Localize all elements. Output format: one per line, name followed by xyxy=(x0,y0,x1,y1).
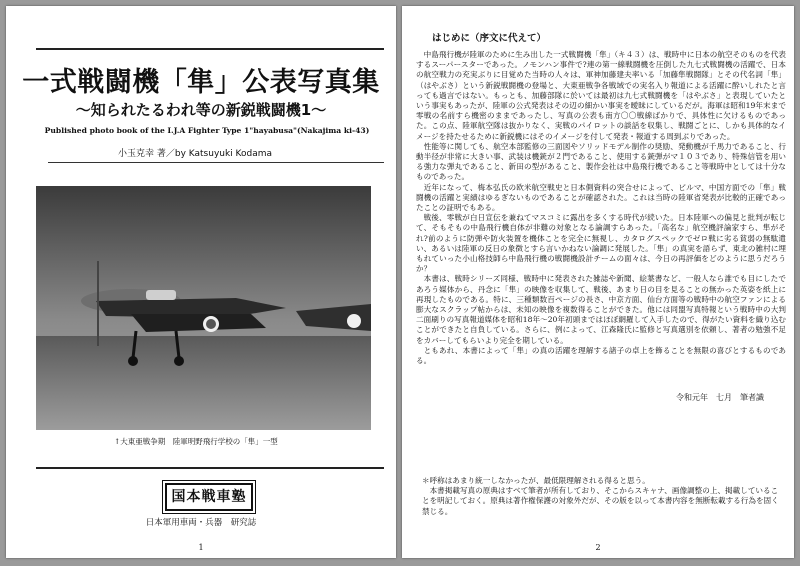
paragraph: 戦後、零戦が白日宣伝を兼ねてマスコミに露出を多くする時代が続いた。日本陸軍への偏見と批判が転じて、そもそもの中島飛行機自体が非難の対象となる論調すらあった。「高名な」航空機評論家すら、隼がそれ?前のように防弾や防火装置を機体ことを完全に無視し、カタログスペックでゼロ戦に劣る貧弱の無駄遣い、あるいは陸軍の反日の象徴とすら言いかねない論調に発展した。「隼」の真実を語らず、東北の雑村に埋もれていった小山格技師ら中島飛行機の戦闘機設計チームの面々は、今日の再評価をどのように思うだろうか？ xyxy=(416,213,786,274)
note: ＊呼称はあまり統一しなかったが、最低限理解される得ると思う。 xyxy=(422,476,650,485)
preface-heading: はじめに（序文に代えて） xyxy=(432,33,547,44)
paragraph: 近年になって、梅本弘氏の欧米航空戦史と日本側資料の突合せによって、ビルマ、中国方面での「隼」戦闘機の活躍と実績はゆるぎないものであることが確認された。これは当時の陸軍省発表が比較的正確であったことの証明でもある。 xyxy=(416,182,786,213)
paragraph: 本書は、戦時シリーズ同様、戦時中に発表された雑誌や新聞、絵葉書など、一般人なら誰でも目にしたであろう媒体から、丹念に「隼」の映像を収集して、戦後、あまり日の目を見ることの無かった英姿を紙上に再現したものである。特に、三種類数百ページの長さ、中京方面、仙台方面等の戦時中の航空ファンによる膨大なスクラップ帖からは、未知の映像を複数得ることができた。他には同盟写真特報という戦時中の大判二面刷りの写真報道媒体を昭和18年〜20年初頭まではほぼ網羅して入手したので、得がたい資料を織り込むことができたと自負している。さらに、例によって、江森隆氏に監修と写真選別を依頼し、著者の勉強不足をカバーしてもらいより完全を期している。 xyxy=(416,274,786,345)
preface-body xyxy=(416,50,786,366)
notes xyxy=(422,476,784,517)
right-page xyxy=(402,6,794,558)
fighter-photo xyxy=(36,186,371,430)
note: 本書掲載写真の原典はすべて筆者が所有しており、そこからスキャナ、画像調整の上、掲載していることを明記しておく。原典は著作権保護の対象外だが、その版を以って本書内容を無断転載する行為を固く禁じる。 xyxy=(422,486,779,516)
author-line: 小玉克幸 著／by Katsuyuki Kodama xyxy=(48,146,384,163)
left-page xyxy=(6,6,396,558)
paragraph: ともあれ、本書によって「隼」の真の活躍を理解する諸子の卓上を飾ることを無限の喜びとするものである。 xyxy=(416,345,786,366)
page-number-right: 2 xyxy=(595,543,601,552)
paragraph: 中島飛行機が陸軍のために生み出した一式戦闘機「隼」（キ４３）は、戦時中に日本の航空そのものを代表するスーパースターであった。ノモンハン事件で?連の第一線戦闘機を圧倒した九七式戦闘機の活躍で、日本の航空戦力の充実ぶりに目覚めた当時の人々は、軍神加藤建夫率いる「加藤隼戦闘隊」とその代名詞「隼」（はやぶさ）という新鋭戦闘機の登場と、大東亜戦争各戦域での実名入り報道による活躍に酔いしれたと言っても過言ではない。もっとも、加藤部隊に於いては最初は九七式戦闘機を「はやぶさ」と表現していたという事実もあったが、陸軍の公式発表はその辺の細かい事実を曖昧にしているだが。海軍は昭和19年末まで零戦の名前すら機密のままであったし、写真の公表も南方〇〇戦線ばかりで、具体性に欠けるものであった。この点、陸軍航空隊は抜かりなく、実戦のパイロットの談話を収集し、戦闘ごとに、しかも具体的なイメージを持たせるために新鋭機にはそのイメージを付して発表・報道する周到ぶりであった。 xyxy=(416,50,786,141)
page-number-left: 1 xyxy=(198,543,204,552)
top-rule xyxy=(36,48,384,50)
book-title: 一式戦闘機「隼」公表写真集 xyxy=(22,67,380,98)
paragraph: 性能等に関しても、航空本部監修の三面図やソリッドモデル制作の奨励、発動機が千馬力であること、行動半径が非常に大きい事、武装は機銃が２門であること、使用する銃弾がマ１０３であり、特殊信管を用いる強力な弾丸であること、新田の型があること、製作会社は中島飛行機であること等戦時中としては十分なものであった。 xyxy=(416,141,786,182)
publisher-logo: 国本戦車塾 xyxy=(165,483,253,511)
english-title: Published photo book of the I.J.A Fighter Type 1"hayabusa"(Nakajima ki-43) xyxy=(44,126,370,135)
publisher-line: 日本軍用車両・兵器 研究誌 xyxy=(145,518,257,528)
signature: 令和元年 七月 筆者識 xyxy=(676,393,764,402)
bottom-rule xyxy=(36,467,384,469)
photo-caption: ↑大東亜戦争期 陸軍明野飛行学校の「隼」一型 xyxy=(114,437,278,446)
book-subtitle: 〜知られたるわれ等の新鋭戦闘機1〜 xyxy=(75,101,327,119)
